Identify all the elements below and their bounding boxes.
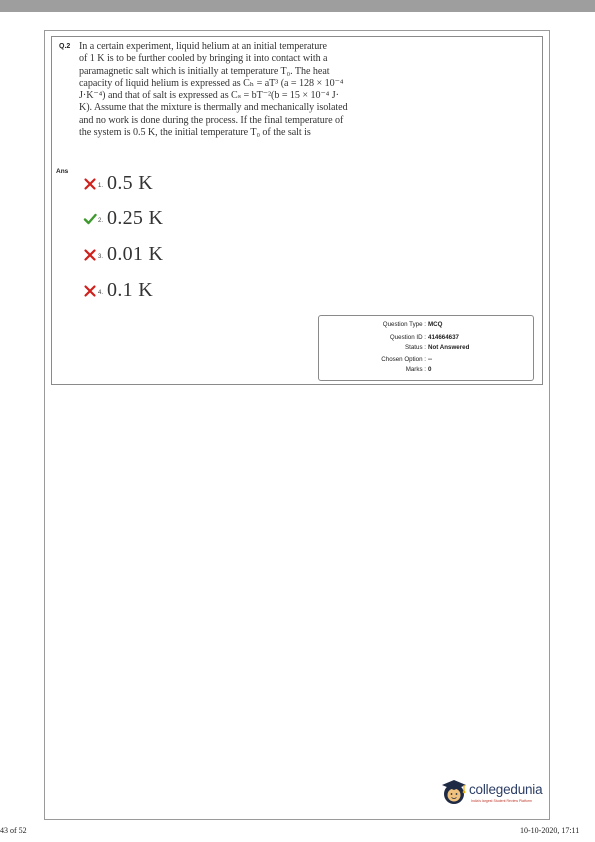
info-label: Status : [405,344,426,351]
info-label: Question Type : [382,321,426,328]
brand-name: collegedunia [469,782,543,797]
info-value: MCQ [428,321,443,328]
question-line: J·K⁻⁴) and that of salt is expressed as Cₛ = bT⁻²(b = 15 × 10⁻⁴ J· [79,90,339,102]
brand-tagline: India's largest Student Review Platform [471,799,532,803]
question-line: paramagnetic salt which is initially at temperature T₀. The heat [79,65,330,77]
option-text: 0.25 K [107,207,164,229]
question-line: K). Assume that the mixture is thermally and mechanically isolated [79,102,348,114]
option-4 [83,279,153,302]
page-number: 43 of 52 [0,826,27,835]
info-value: -- [428,356,433,363]
option-number: 2. [98,217,104,224]
question-line: and no work is done during the process. If the final temperature of [79,114,344,126]
top-bar [0,0,595,12]
question-info-box [318,315,534,381]
option-text: 0.01 K [107,243,164,265]
option-3 [83,243,163,266]
info-value: 414664637 [428,334,459,341]
option-number: 4. [98,289,104,296]
info-value: 0 [428,366,432,373]
info-value: Not Answered [428,344,470,351]
option-text: 0.1 K [107,279,153,301]
option-number: 1. [98,182,104,189]
question-line: the system is 0.5 K, the initial temperature T₀ of the salt is [79,127,311,139]
option-1 [83,172,153,195]
checkmark-icon [83,212,97,226]
option-number: 3. [98,253,104,260]
cross-icon [83,177,97,191]
question-number: Q.2 [59,43,71,50]
option-text: 0.5 K [107,172,153,194]
question-line: of 1 K is to be further cooled by bringing it into contact with a [79,53,328,65]
info-label: Question ID : [389,334,426,341]
question-line: capacity of liquid helium is expressed as Cₕ = aT³ (a = 128 × 10⁻⁴ [79,77,344,89]
question-line: In a certain experiment, liquid helium at an initial temperature [79,41,327,52]
print-datetime: 10-10-2020, 17:11 [520,826,580,835]
answer-label: Ans [56,168,69,175]
question-text [79,41,390,139]
cross-icon [83,248,97,262]
info-label: Chosen Option : [381,356,426,363]
info-label: Marks : [405,366,426,373]
cross-icon [83,284,97,298]
option-2 [83,207,163,230]
